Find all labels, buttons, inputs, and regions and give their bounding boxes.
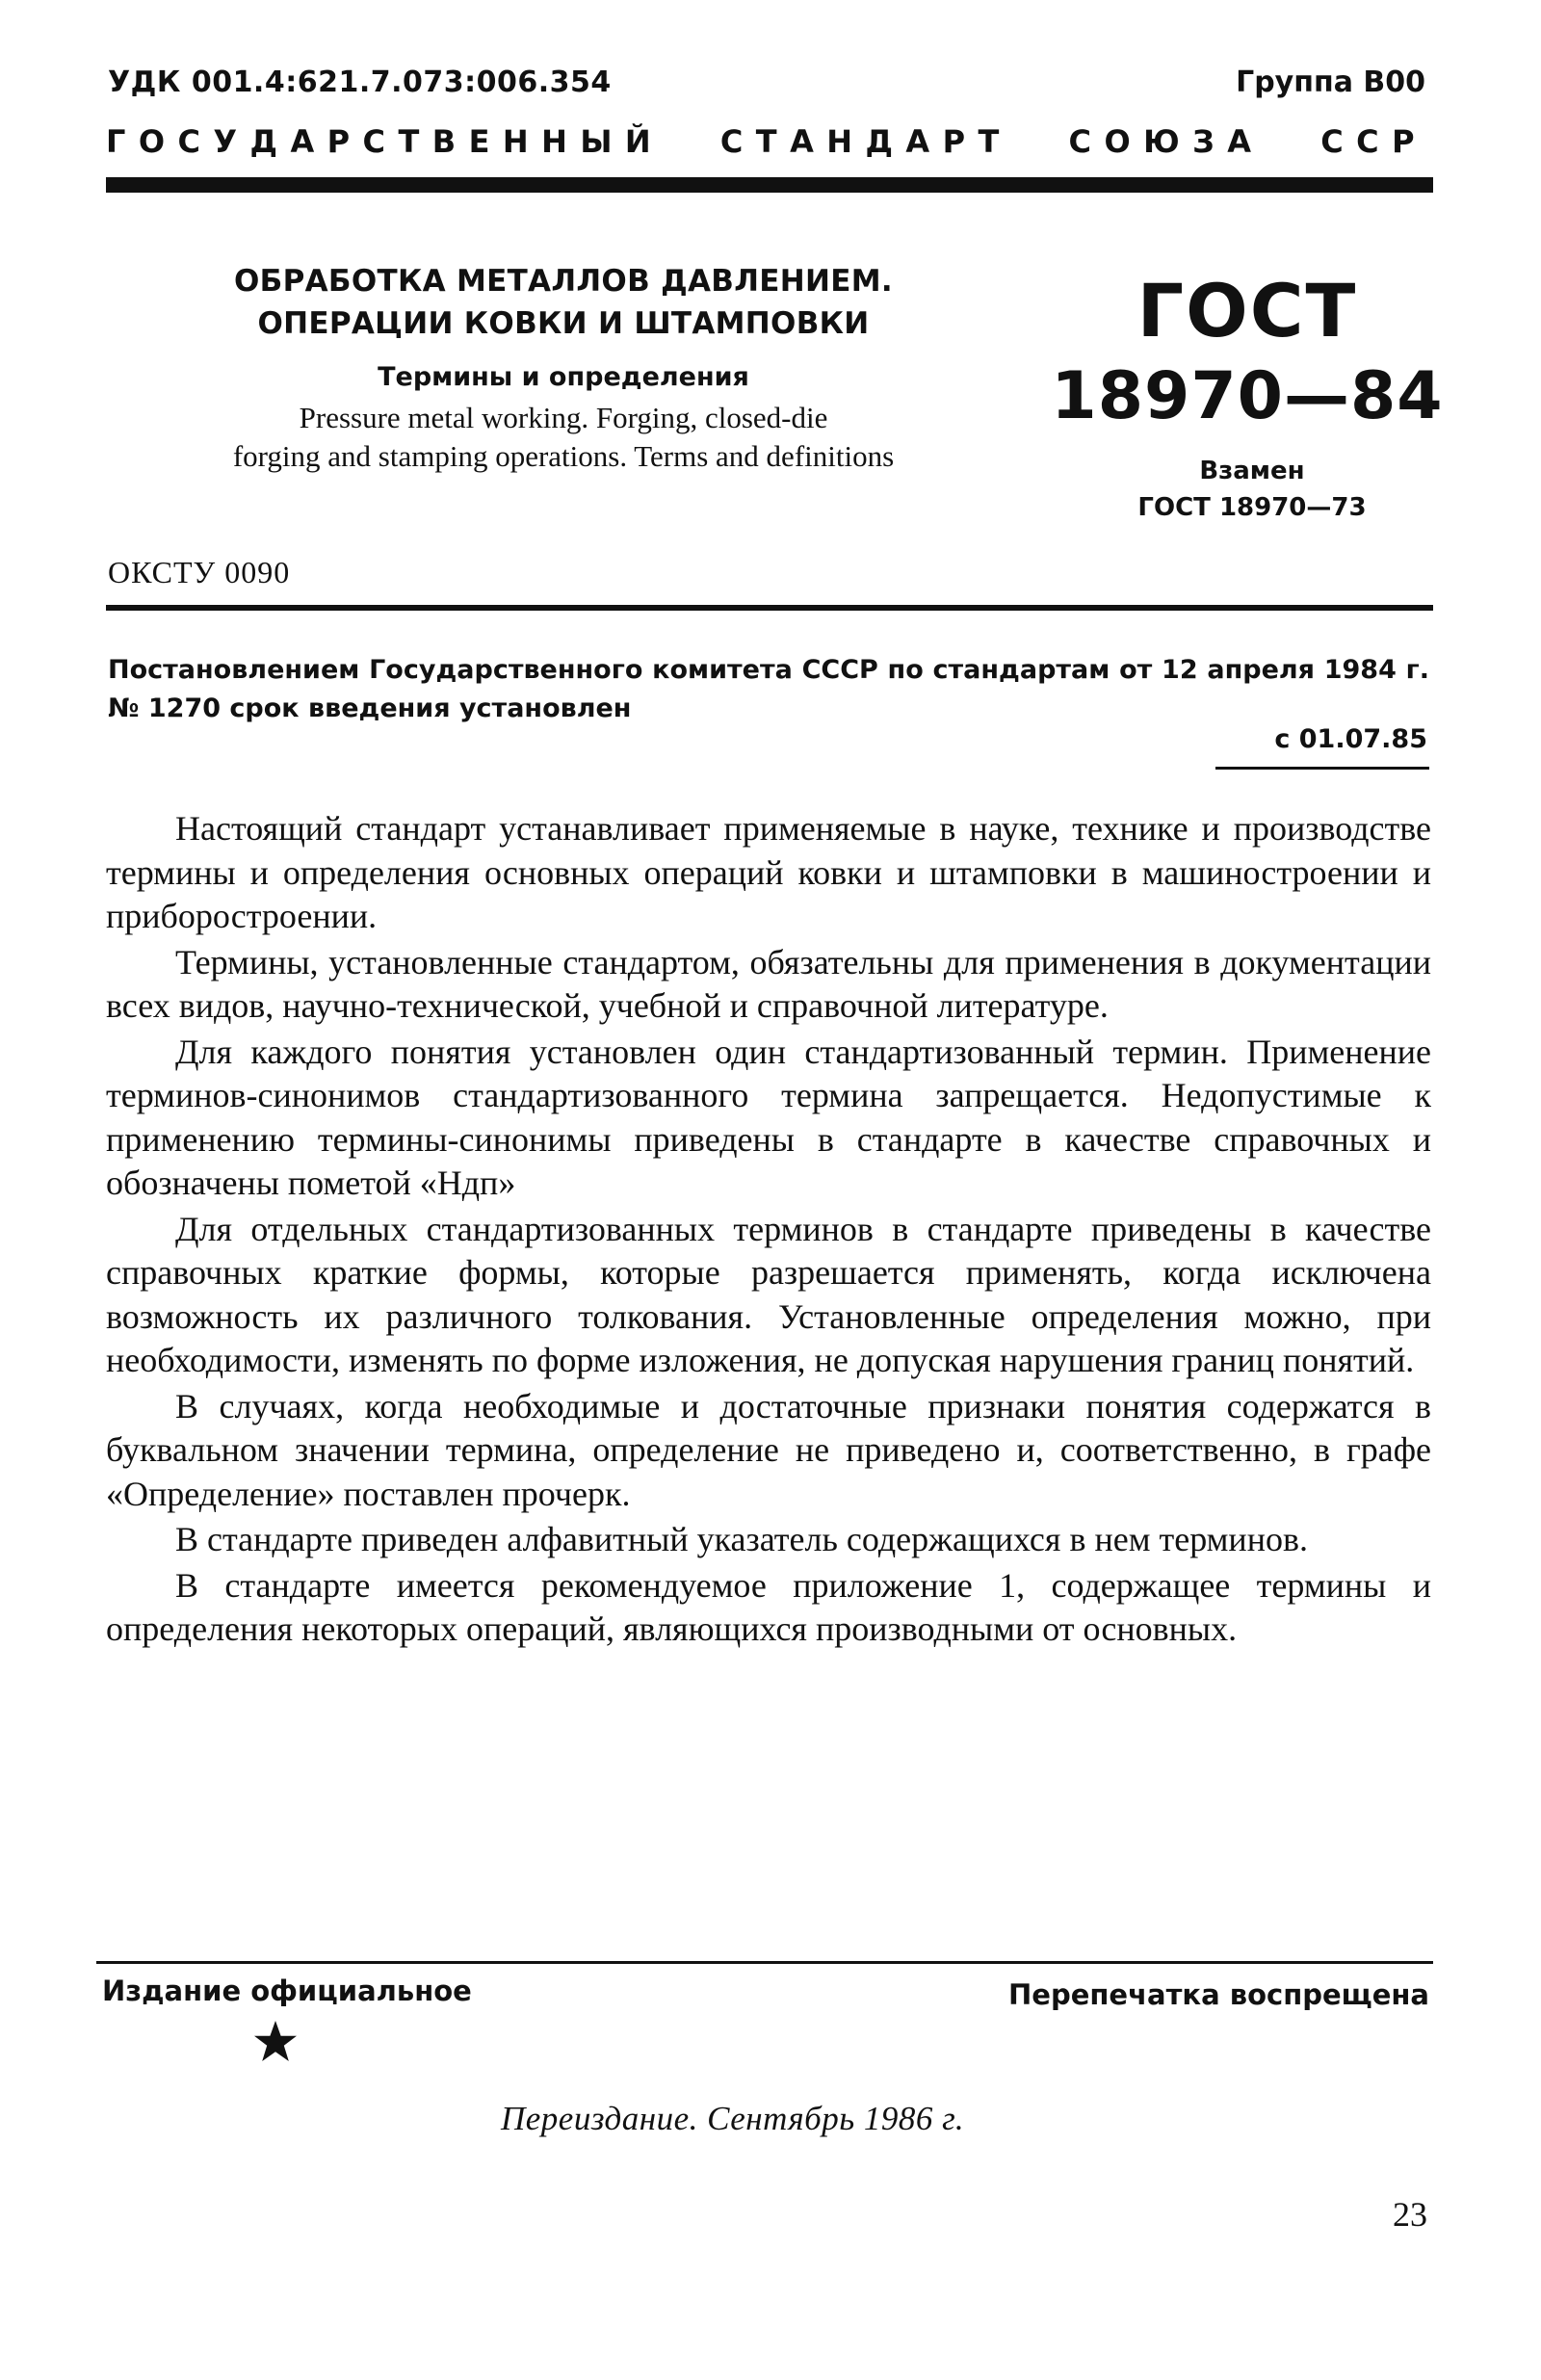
body-paragraph: В случаях, когда необходимые и достаточные признаки понятия содержатся в буквальном значении термина, определение не приведено и, соответственно, в графе «Определение» поставлен прочерк.	[106, 1386, 1431, 1513]
decree-text: Постановлением Государственного комитета СССР по стандартам от 12 апреля 1984 г. № 1270 срок введения установлен	[108, 655, 1429, 723]
footer-rule	[96, 1961, 1433, 1964]
gost-label: ГОСТ	[1136, 268, 1358, 353]
star-icon	[252, 2019, 299, 2065]
section-rule	[106, 605, 1433, 611]
banner-word: ГОСУДАРСТВЕННЫЙ	[106, 123, 665, 160]
body-paragraph: В стандарте имеется рекомендуемое приложение 1, содержащее термины и определения некоторых операций, являющихся производными от основных.	[106, 1565, 1431, 1648]
replaced-standard: ГОСТ 18970—73	[1137, 493, 1367, 522]
banner-word: СОЮЗА	[1068, 123, 1265, 160]
english-title	[106, 399, 1021, 476]
effective-date: с 01.07.85	[1274, 724, 1427, 754]
effective-date-underline	[1215, 767, 1429, 770]
udk-code: УДК 001.4:621.7.073:006.354	[108, 65, 612, 99]
banner-word: ССР	[1320, 123, 1427, 160]
document-title-line-2: ОПЕРАЦИИ КОВКИ И ШТАМПОВКИ	[257, 306, 870, 341]
english-title-line-1: Pressure metal working. Forging, closed-die	[299, 401, 828, 434]
body-text	[106, 807, 1431, 1654]
okstu-code: ОКСТУ 0090	[108, 555, 291, 589]
state-standard-banner	[106, 123, 1427, 160]
title-block	[106, 260, 1021, 476]
banner-word: СТАНДАРТ	[719, 123, 1012, 160]
reprint-forbidden-label: Перепечатка воспрещена	[1008, 1978, 1429, 2011]
body-paragraph: Для каждого понятия установлен один стандартизованный термин. Применение терминов-синонимов стандартизованного термина запрещается. Недопустимые к применению термины-синонимы приведены в стандарте в качестве справочных и обозначены пометой «Ндп»	[106, 1032, 1431, 1202]
document-title-line-1: ОБРАБОТКА МЕТАЛЛОВ ДАВЛЕНИЕМ.	[234, 264, 893, 299]
banner-rule	[106, 177, 1433, 193]
body-paragraph: Настоящий стандарт устанавливает применяемые в науке, технике и производстве термины и определения основных операций ковки и штамповки в машиностроении и приборостроении.	[106, 809, 1431, 935]
gost-number: 18970—84	[1051, 358, 1444, 434]
document-subtitle: Термины и определения	[378, 362, 749, 392]
reissue-note: Переиздание. Сентябрь 1986 г.	[501, 2100, 965, 2137]
group-code: Группа В00	[1236, 65, 1425, 99]
page-number: 23	[1393, 2195, 1427, 2234]
body-paragraph: Для отдельных стандартизованных терминов в стандарте приведены в качестве справочных краткие формы, которые разрешается применять, когда исключена возможность их различного толкования. Установленные определения можно, при необходимости, изменять по форме изложения, не допуская нарушения границ понятий.	[106, 1209, 1431, 1379]
official-edition-label: Издание официальное	[102, 1975, 472, 2007]
replaces-label: Взамен	[1199, 457, 1305, 485]
body-paragraph: Термины, установленные стандартом, обязательны для применения в документации всех видов, научно-технической, учебной и справочной литературе.	[106, 942, 1431, 1025]
body-paragraph: В стандарте приведен алфавитный указатель содержащихся в нем терминов.	[175, 1520, 1308, 1558]
english-title-line-2: forging and stamping operations. Terms and definitions	[232, 439, 895, 473]
